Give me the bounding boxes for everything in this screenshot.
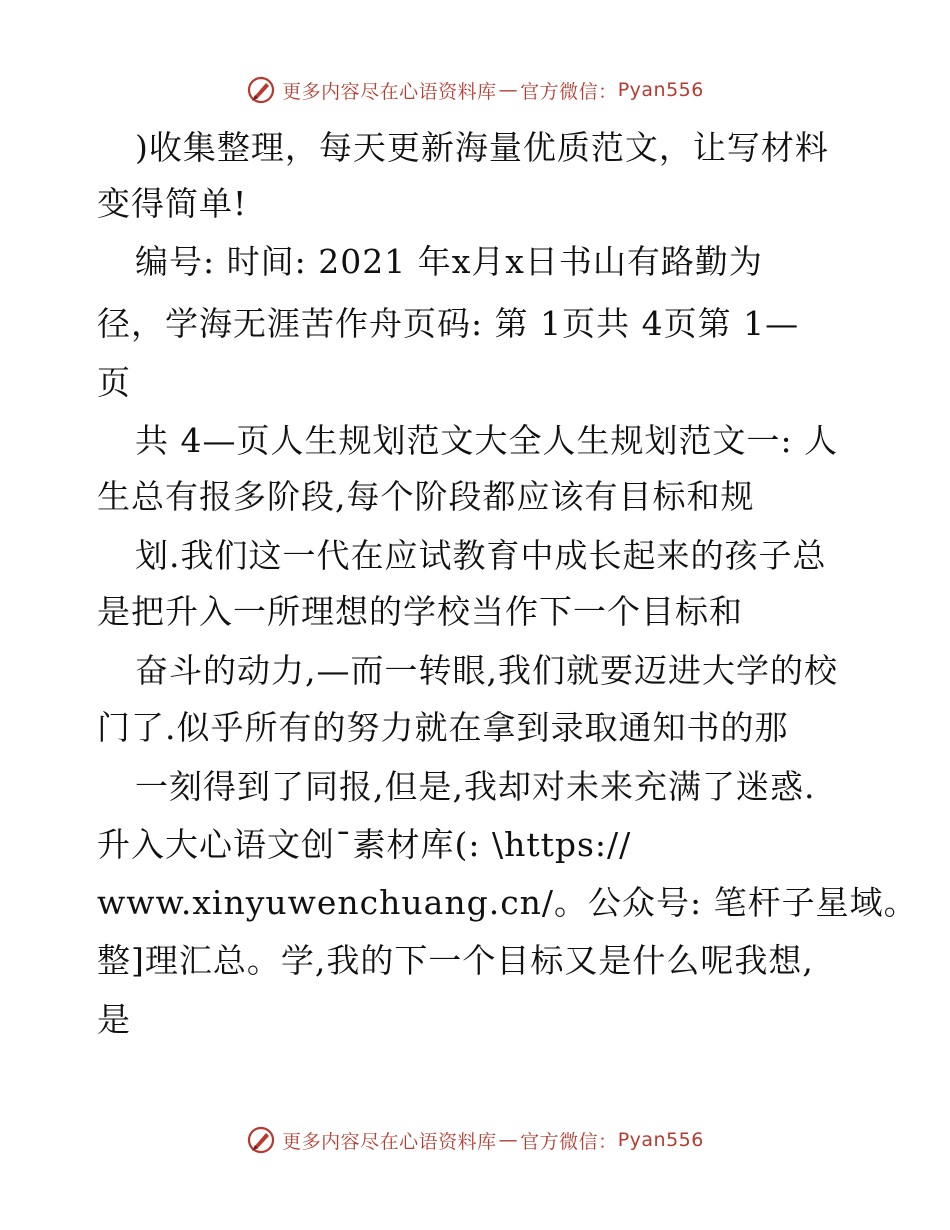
body-line: 门了.似乎所有的努力就在拿到录取通知书的那 — [97, 708, 789, 747]
body-line: 编号: 时间: 2021 年x月x日书山有路勤为 — [135, 242, 763, 281]
body-line: 径，学海无涯苦作舟页码: 第 1页共 4页第 1— — [97, 304, 800, 343]
body-line: 页 — [97, 363, 131, 402]
body-line: )收集整理，每天更新海量优质范文，让写材料 — [135, 128, 829, 167]
footer-separator: — — [498, 1129, 519, 1151]
footer-wechat-id: Pyan556 — [617, 1129, 704, 1151]
header-wechat-label: 官方微信： — [520, 80, 618, 103]
header-wechat-id: Pyan556 — [617, 79, 704, 101]
body-line: 生总有报多阶段,每个阶段都应该有目标和规 — [97, 477, 755, 516]
body-line: 是 — [97, 1000, 131, 1039]
body-line: 是把升入一所理想的学校当作下一个目标和 — [97, 592, 743, 631]
body-line: 一刻得到了同报,但是,我却对未来充满了迷惑. — [135, 767, 816, 806]
header-separator: — — [498, 79, 519, 101]
body-line: 共 4—页人生规划范文大全人生规划范文一: 人 — [135, 421, 839, 460]
quill-pen-logo-icon — [246, 75, 276, 105]
footer-banner — [0, 1120, 950, 1160]
body-line: 整]理汇总。学,我的下一个目标又是什么呢我想, — [97, 941, 814, 980]
body-line: www.xinyuwenchuang.cn/。公众号: 笔杆子星域。 — [97, 883, 918, 922]
footer-site-text: 更多内容尽在心语资料库 — [282, 1130, 497, 1153]
body-line: 划.我们这一代在应试教育中成长起来的孩子总 — [135, 536, 827, 575]
footer-wechat-label: 官方微信： — [520, 1130, 618, 1153]
body-line: 升入大心语文创¯素材库(: \https:// — [97, 825, 632, 864]
body-line: 变得简单! — [97, 184, 248, 223]
body-line: 奋斗的动力,—而一转眼,我们就要迈进大学的校 — [135, 651, 838, 690]
header-banner — [0, 70, 950, 110]
header-site-text: 更多内容尽在心语资料库 — [282, 80, 497, 103]
quill-pen-logo-icon — [246, 1125, 276, 1155]
